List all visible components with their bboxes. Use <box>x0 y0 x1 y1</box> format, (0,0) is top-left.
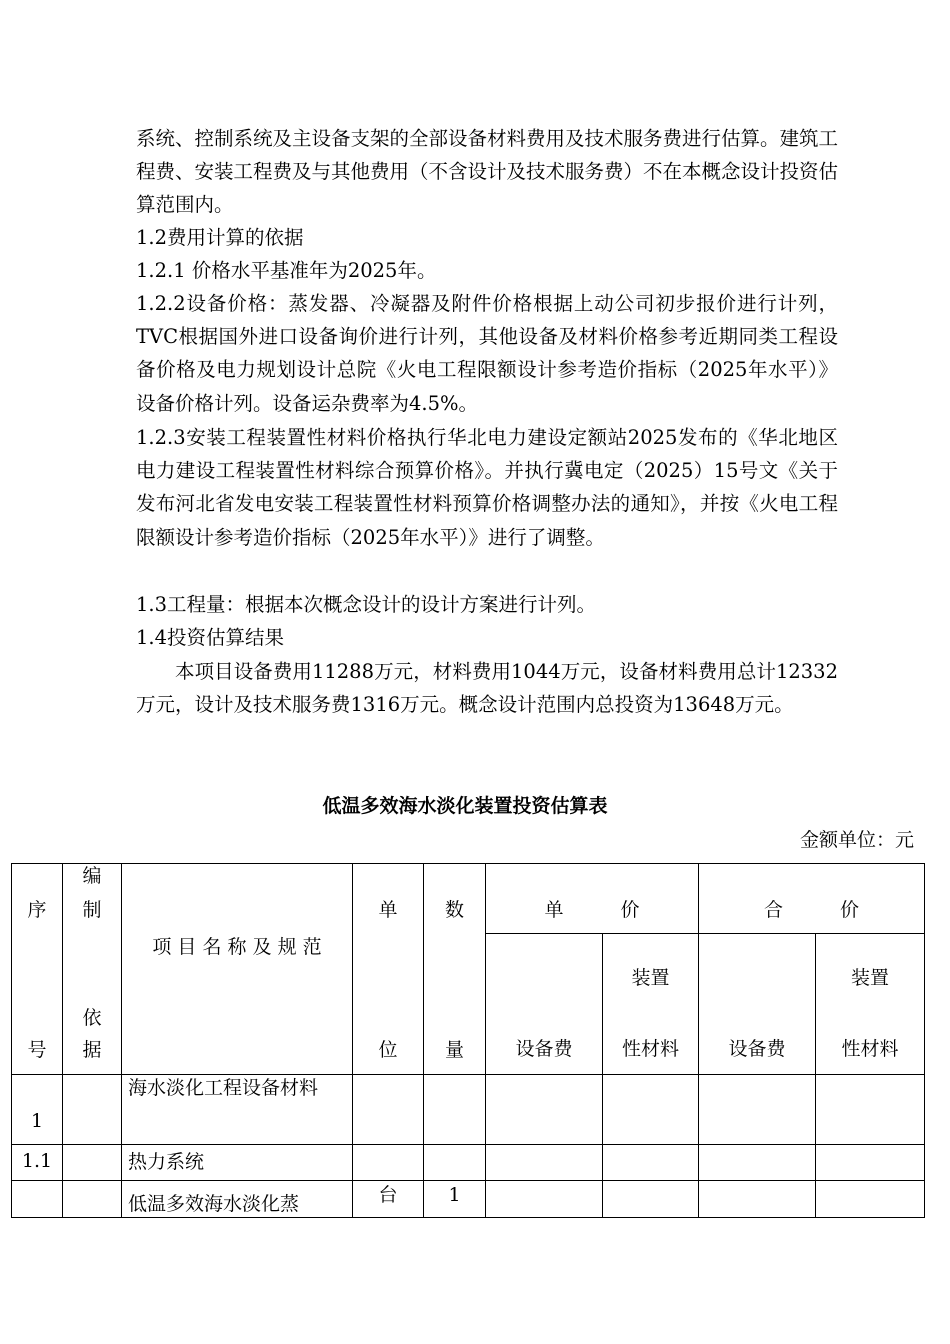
header-total-price <box>699 864 925 934</box>
header-basis-2: 制 <box>82 899 102 921</box>
paragraph-intro: 系统、控制系统及主设备支架的全部设备材料费用及技术服务费进行估算。建筑工程费、安装工程费及与其他费用（不含设计及技术服务费）不在本概念设计投资估算范围内。 <box>136 127 839 217</box>
header-qty-bottom: 量 <box>444 1039 464 1061</box>
header-unit-price-text: 单 价 <box>544 899 640 921</box>
header-seq-bottom: 号 <box>27 1039 47 1061</box>
header-item-name <box>122 864 353 1075</box>
header-material-total <box>816 934 925 1075</box>
header-equipment-fee-text: 设备费 <box>515 1038 573 1061</box>
row-cell <box>603 1075 699 1145</box>
paragraph-1-2-3: 1.2.3安装工程装置性材料价格执行华北电力建设定额站2025发布的《华北地区电力建设工程装置性材料综合预算价格》。并执行冀电定（2025）15号文《关于发布河北省发电安装工程装置性材料预算价格调整办法的通知》，并按《火电工程限额设计参考造价指标（2025年水平）》进行了调整。 <box>136 426 838 549</box>
row-cell <box>699 1075 816 1145</box>
header-unit-bottom: 位 <box>378 1039 398 1061</box>
heading-1-3: 1.3工程量：根据本次概念设计的设计方案进行计列。 <box>136 593 597 616</box>
row-cell <box>486 1075 603 1145</box>
row-name-text: 热力系统 <box>128 1151 205 1173</box>
row-qty <box>424 1075 486 1145</box>
header-material-total-1: 装置 <box>850 967 889 990</box>
row-cell <box>699 1145 816 1181</box>
row-seq-text: 1 <box>30 1110 44 1132</box>
row-unit <box>353 1075 424 1145</box>
row-seq <box>12 1181 63 1218</box>
amount-unit-label: 金额单位：元 <box>799 829 914 851</box>
header-basis-4: 据 <box>82 1039 102 1061</box>
header-seq-top: 序 <box>27 899 47 921</box>
table-row <box>12 1075 925 1145</box>
row-cell <box>699 1181 816 1218</box>
header-unit-price <box>486 864 699 934</box>
table-title: 低温多效海水淡化装置投资估算表 <box>322 795 608 817</box>
header-quantity <box>424 864 486 1075</box>
header-basis-1: 编 <box>82 865 102 887</box>
row-cell <box>486 1181 603 1218</box>
row-cell <box>603 1181 699 1218</box>
row-qty-text: 1 <box>448 1184 461 1206</box>
header-material-1: 装置 <box>631 967 670 990</box>
row-qty <box>424 1145 486 1181</box>
paragraph-1-4: 本项目设备费用11288万元，材料费用1044万元，设备材料费用总计12332万元，设计及技术服务费1316万元。概念设计范围内总投资为13648万元。 <box>136 660 838 717</box>
header-unit-top: 单 <box>378 899 398 921</box>
row-name-text: 低温多效海水淡化蒸 <box>128 1193 300 1215</box>
row-basis <box>63 1075 122 1145</box>
header-equipment-fee-total <box>699 934 816 1075</box>
row-cell <box>816 1145 925 1181</box>
header-material-2: 性材料 <box>621 1038 679 1061</box>
row-seq-text: 1.1 <box>21 1150 53 1172</box>
heading-1-2: 1.2费用计算的依据 <box>136 226 304 249</box>
row-seq <box>12 1075 63 1145</box>
row-cell <box>486 1145 603 1181</box>
row-basis <box>63 1145 122 1181</box>
investment-estimate-table <box>11 863 925 1218</box>
row-cell <box>816 1181 925 1218</box>
row-seq <box>12 1145 63 1181</box>
table-row <box>12 1145 925 1181</box>
row-qty <box>424 1181 486 1218</box>
header-equipment-fee <box>486 934 603 1075</box>
heading-1-4: 1.4投资估算结果 <box>136 626 285 649</box>
header-basis-3: 依 <box>82 1007 102 1029</box>
header-material-total-2: 性材料 <box>841 1038 899 1061</box>
header-material <box>603 934 699 1075</box>
row-cell <box>816 1075 925 1145</box>
header-qty-top: 数 <box>444 899 464 921</box>
row-unit <box>353 1181 424 1218</box>
row-unit <box>353 1145 424 1181</box>
table-row <box>12 1181 925 1218</box>
header-total-price-text: 合 价 <box>763 899 859 921</box>
header-item-name-text: 项 目 名 称 及 规 范 <box>152 936 322 958</box>
row-name-text: 海水淡化工程设备材料 <box>128 1077 319 1099</box>
table-header-row <box>12 864 925 934</box>
paragraph-1-2-2: 1.2.2设备价格：蒸发器、冷凝器及附件价格根据上动公司初步报价进行计列，TVC根据国外进口设备询价进行计列，其他设备及材料价格参考近期同类工程设备价格及电力规划设计总院《火电工程限额设计参考造价指标（2025年水平）》设备价格计列。设备运杂费率为4.5%。 <box>136 292 838 415</box>
row-basis <box>63 1181 122 1218</box>
header-unit <box>353 864 424 1075</box>
row-unit-text: 台 <box>378 1184 398 1206</box>
row-name <box>122 1075 353 1145</box>
header-basis <box>63 864 122 1075</box>
header-seq <box>12 864 63 1075</box>
row-name <box>122 1145 353 1181</box>
row-name <box>122 1181 353 1218</box>
row-cell <box>603 1145 699 1181</box>
paragraph-1-2-1: 1.2.1 价格水平基准年为2025年。 <box>136 259 437 282</box>
header-equipment-fee-total-text: 设备费 <box>728 1038 786 1061</box>
